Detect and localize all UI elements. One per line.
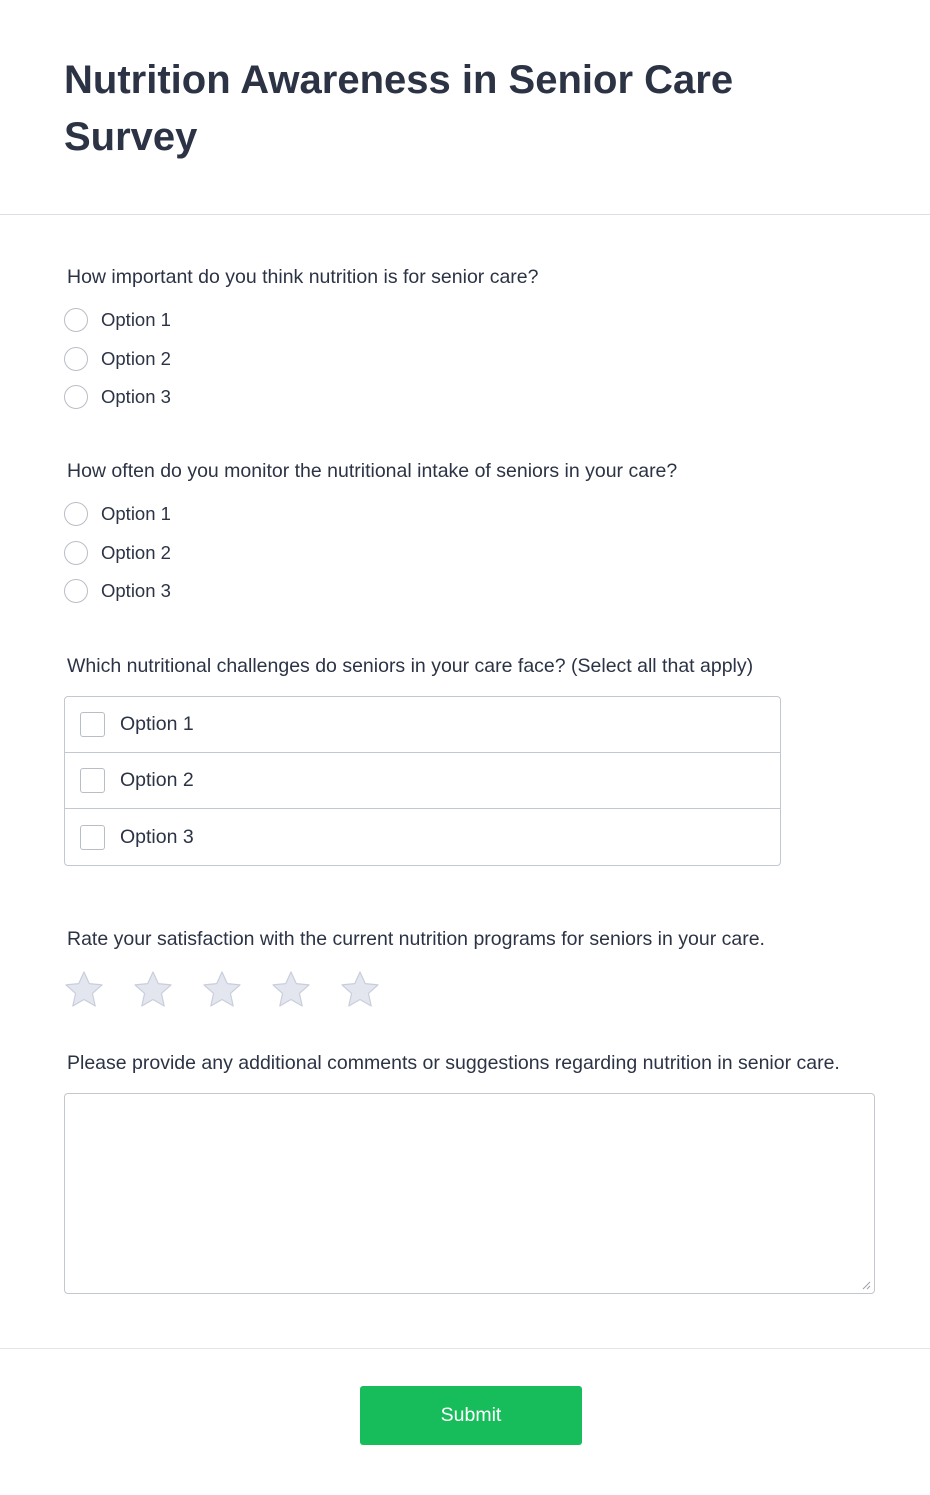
checkbox-option-3[interactable] [65, 809, 780, 865]
checkbox-label[interactable]: Option 1 [120, 713, 194, 735]
radio-button[interactable] [64, 308, 88, 332]
checkbox[interactable] [80, 712, 105, 737]
checkbox-label[interactable]: Option 2 [120, 769, 194, 791]
radio-label[interactable]: Option 2 [101, 347, 171, 369]
question-comments [64, 1051, 875, 1294]
radio-button[interactable] [64, 541, 88, 565]
form-header [0, 0, 930, 215]
radio-option-3[interactable] [64, 385, 538, 424]
radio-label[interactable]: Option 3 [101, 580, 171, 601]
question-label: How often do you monitor the nutritional intake of seniors in your care? [67, 460, 678, 482]
radio-button[interactable] [64, 502, 88, 526]
question-challenges [64, 654, 781, 866]
form-title: Nutrition Awareness in Senior Care Survey [64, 58, 734, 159]
checkbox[interactable] [80, 825, 105, 850]
checkbox-label[interactable]: Option 3 [120, 825, 194, 848]
star-icon[interactable] [64, 970, 104, 1010]
radio-button[interactable] [64, 385, 88, 409]
question-frequency [64, 459, 677, 618]
radio-label[interactable]: Option 1 [101, 309, 171, 330]
checkbox-group [64, 696, 781, 866]
radio-option-2[interactable] [64, 347, 538, 386]
question-label: Rate your satisfaction with the current nutrition programs for seniors in your care. [67, 928, 765, 950]
radio-label[interactable]: Option 1 [101, 503, 171, 524]
radio-button[interactable] [64, 347, 88, 371]
submit-button[interactable]: Submit [360, 1386, 582, 1445]
star-rating [64, 970, 765, 1010]
question-label: How important do you think nutrition is for senior care? [67, 266, 539, 288]
radio-option-2[interactable] [64, 541, 677, 580]
radio-label[interactable]: Option 2 [101, 541, 171, 563]
comments-textarea[interactable] [64, 1093, 875, 1294]
star-icon[interactable] [340, 970, 380, 1010]
radio-label[interactable]: Option 3 [101, 386, 171, 407]
question-importance [64, 265, 538, 424]
star-icon[interactable] [133, 970, 173, 1010]
star-icon[interactable] [271, 970, 311, 1010]
star-icon[interactable] [202, 970, 242, 1010]
radio-option-1[interactable] [64, 502, 677, 541]
footer-divider [0, 1348, 930, 1349]
question-satisfaction [64, 927, 765, 1010]
radio-button[interactable] [64, 579, 88, 603]
radio-group [64, 308, 538, 424]
radio-option-3[interactable] [64, 579, 677, 618]
checkbox-option-1[interactable] [65, 697, 780, 753]
resize-grip-icon[interactable] [861, 1280, 871, 1290]
radio-option-1[interactable] [64, 308, 538, 347]
checkbox-option-2[interactable] [65, 753, 780, 809]
question-label: Which nutritional challenges do seniors in your care face? (Select all that apply) [67, 655, 754, 677]
radio-group [64, 502, 677, 618]
checkbox[interactable] [80, 768, 105, 793]
question-label: Please provide any additional comments or suggestions regarding nutrition in senior care. [67, 1052, 840, 1074]
